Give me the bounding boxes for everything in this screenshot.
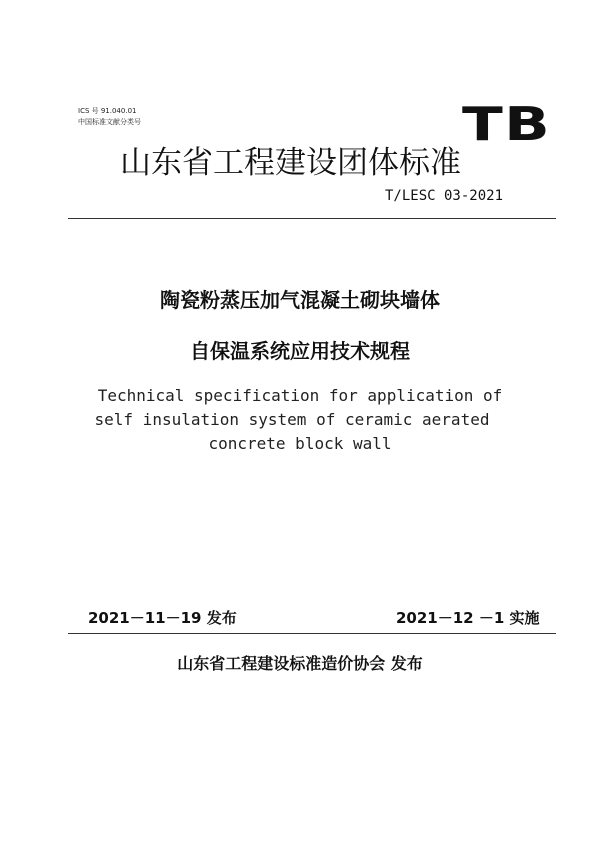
standard-number: T/LESC 03-2021 <box>385 188 504 204</box>
cn-title-line-2: 自保温系统应用技术规程 <box>190 339 410 363</box>
publisher: 山东省工程建设标准造价协会 发布 <box>177 654 423 673</box>
tb-mark: TB <box>462 97 551 151</box>
issue-date: 2021－11－19 发布 <box>88 609 237 627</box>
organization-title: 山东省工程建设团体标准 <box>120 145 461 181</box>
implement-date: 2021－12 －1 实施 <box>396 609 540 627</box>
footer-divider <box>68 633 556 634</box>
en-title-line-3: concrete block wall <box>208 434 392 453</box>
en-title-line-1: Technical specification for application of <box>97 386 503 405</box>
classification-code: 中国标准文献分类号 <box>78 118 141 126</box>
ics-code: ICS 号 91.040.01 <box>78 107 137 115</box>
cn-title-line-1: 陶瓷粉蒸压加气混凝土砌块墙体 <box>160 288 440 312</box>
en-title-line-2: self insulation system of ceramic aerated <box>94 410 490 429</box>
header-divider <box>68 218 556 219</box>
